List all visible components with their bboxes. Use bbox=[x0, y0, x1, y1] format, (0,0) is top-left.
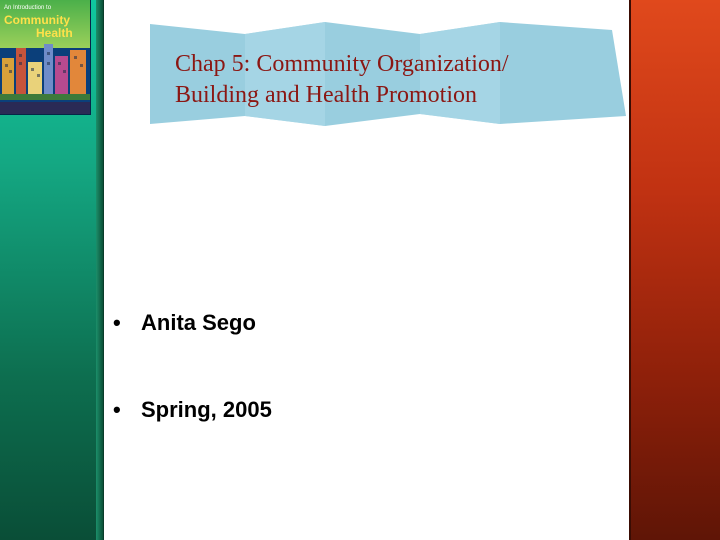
book-cover-title-health: Health bbox=[36, 26, 73, 40]
bullet-dot-icon: • bbox=[113, 310, 121, 335]
bullet-text: Spring, 2005 bbox=[141, 397, 272, 422]
book-cover-authors-strip bbox=[0, 102, 90, 114]
slide-title-line-1: Chap 5: Community Organization/ bbox=[175, 51, 509, 77]
bullet-item-presenter bbox=[113, 310, 256, 336]
bullet-dot-icon: • bbox=[113, 397, 121, 422]
book-cover-city-illustration bbox=[0, 40, 90, 100]
bullet-item-term bbox=[113, 397, 272, 423]
slide-title bbox=[175, 49, 625, 111]
book-cover-image bbox=[0, 0, 91, 115]
bullet-text: Anita Sego bbox=[141, 310, 256, 335]
right-decorative-bar bbox=[629, 0, 720, 540]
slide-title-line-2: Building and Health Promotion bbox=[175, 82, 477, 108]
left-bar-edge bbox=[96, 0, 103, 540]
book-cover-subtitle: An Introduction to bbox=[4, 5, 52, 11]
book-cover-title-community: Community bbox=[4, 13, 70, 27]
